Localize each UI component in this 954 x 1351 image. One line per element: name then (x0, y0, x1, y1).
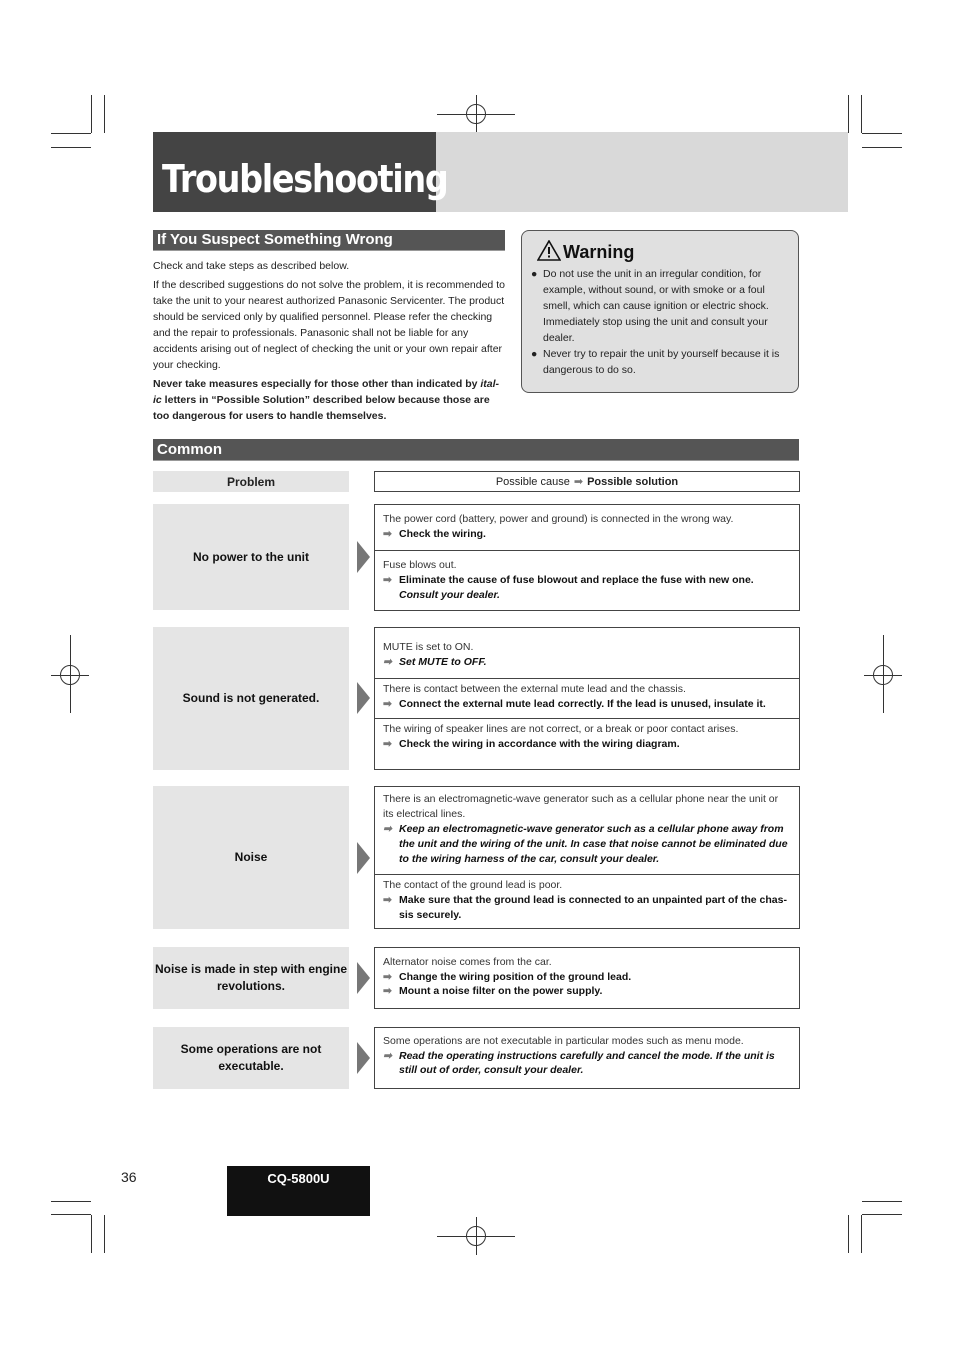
solution-item: There is an electromagnetic-wave generator such as a cellular phone near the unit or its electrical lines. ➡ Keep an electromagnetic-wave generator such as a cellular phone away from the unit and the wiring of the unit. In case that noise cannot be eliminated due to the wiring harness of the car, consult your dealer. (375, 787, 799, 875)
warning-triangle-icon (537, 240, 561, 261)
solution-item: Fuse blows out. ➡ Eliminate the cause of fuse blowout and replace the fuse with new one. Consult your dealer. (383, 559, 754, 601)
arrow-icon (357, 541, 370, 573)
solution-box (374, 947, 800, 1009)
column-header-cause: Possible cause (495, 475, 570, 488)
model-name: CQ-5800U (267, 1171, 330, 1186)
solution-box (374, 504, 800, 611)
problem-cell: Sound is not generated. (153, 627, 349, 770)
suspect-paragraph-1: Check and take steps as described below. (153, 260, 350, 272)
solution-box (374, 627, 800, 770)
warning-list (531, 266, 793, 378)
arrow-icon (357, 842, 370, 874)
problem-cell: Some operations are not executable. (153, 1027, 349, 1089)
title-banner-extension (436, 132, 848, 212)
column-header-problem: Problem (153, 471, 349, 492)
problem-cell: Noise is made in step with engine revolutions. (153, 947, 349, 1009)
warning-item: ● Never try to repair the unit by yourself because it is dangerous to do so. (531, 348, 780, 376)
solution-box (374, 1027, 800, 1089)
solution-item: The wiring of speaker lines are not correct, or a break or poor contact arises. ➡ Check the wiring in accordance with the wiring diagram. (383, 723, 739, 750)
warning-heading: Warning (537, 240, 634, 263)
solution-item: The power cord (battery, power and ground) is connected in the wrong way. ➡ Check the wiring. (375, 505, 799, 551)
section-heading-common: Common (153, 439, 799, 461)
arrow-icon (357, 1042, 370, 1074)
warning-item: ● Do not use the unit in an irregular condition, for example, without sound, or with smoke or a foul smell, which can cause ignition or electric shock. Immediately stop using the unit and consult your dealer. (531, 268, 769, 344)
column-header-cause-solution (374, 471, 800, 492)
suspect-body (153, 258, 505, 427)
section-heading-suspect: If You Suspect Something Wrong (153, 230, 505, 251)
arrow-icon (357, 962, 370, 994)
problem-cell: No power to the unit (153, 504, 349, 610)
solution-box (374, 786, 800, 929)
solution-item: There is contact between the external mute lead and the chassis. ➡ Connect the external mute lead correctly. If the lead is unused, insulate it. (375, 679, 799, 719)
arrow-icon (357, 682, 370, 714)
page-number: 36 (121, 1169, 137, 1185)
suspect-paragraph-3: Never take measures especially for those other than indicated by ital-ic letters in “Possible Solution” described below because those are too dangerous for users to handle themselves. (153, 378, 500, 422)
arrow-icon: ➡ (573, 476, 584, 488)
solution-item: The contact of the ground lead is poor. ➡ Make sure that the ground lead is connected to an unpainted part of the chas-sis securely. (383, 879, 787, 921)
solution-item: MUTE is set to ON. ➡ Set MUTE to OFF. (375, 628, 799, 679)
column-header-solution: Possible solution (587, 475, 679, 488)
page-title: Troubleshooting (162, 157, 448, 201)
problem-cell: Noise (153, 786, 349, 929)
model-badge (227, 1166, 370, 1216)
solution-item: Some operations are not executable in particular modes such as menu mode. ➡ Read the operating instructions carefully and cancel the mode. If the unit is still out of order, consult your dealer. (383, 1035, 775, 1076)
suspect-paragraph-2: If the described suggestions do not solve the problem, it is recommended to take the unit to your nearest authorized Panasonic Servicenter. The product should be serviced only by qualified personnel. Please refer the checking and the repair to professionals. Panasonic shall not be liable for any accidents arising out of neglect of checking the unit or your own repair after your checking. (153, 279, 505, 371)
solution-item: Alternator noise comes from the car. ➡ Change the wiring position of the ground lead. ➡ Mount a noise filter on the power supply. (383, 956, 632, 997)
